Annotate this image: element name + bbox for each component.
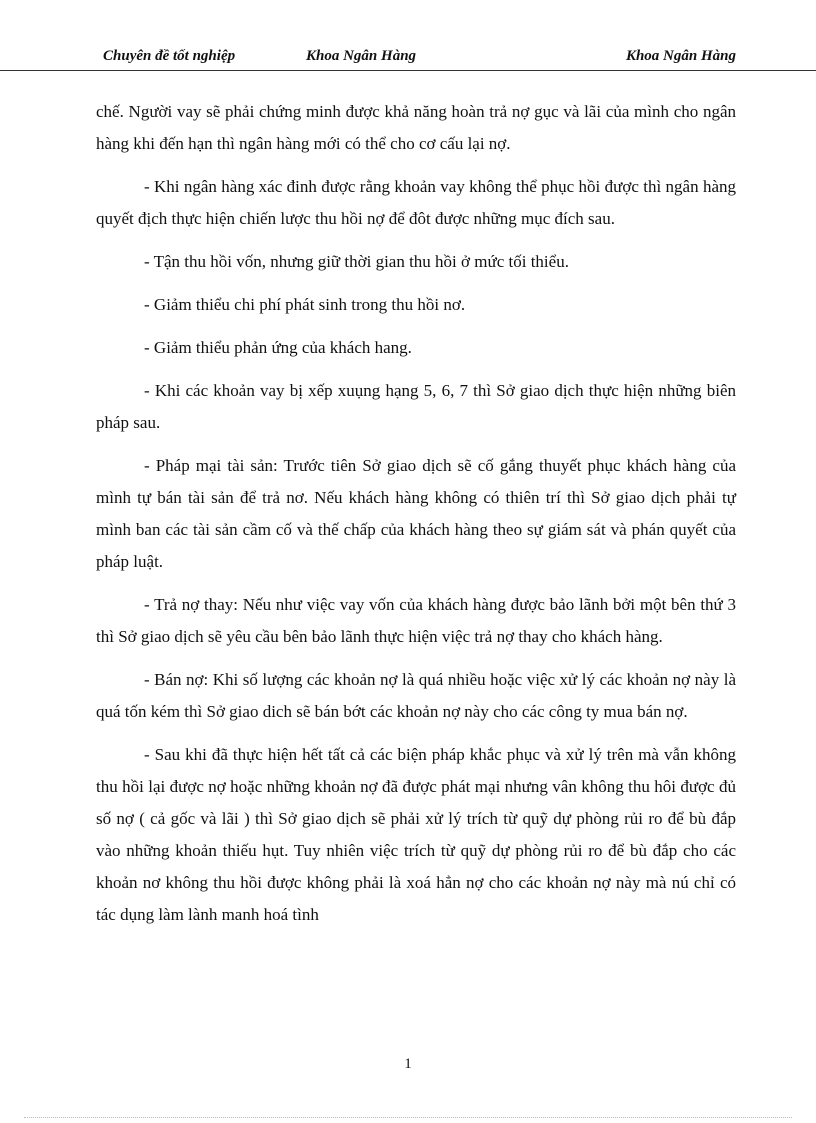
paragraph-continuation: chế. Người vay sẽ phải chứng minh được khả năng hoàn trả nợ gục và lãi của mình cho ngân hàng khi đến hạn thì ngân hàng mới có thể cho cơ cấu lại nợ. bbox=[96, 102, 736, 153]
paragraph-goal-customer-reaction: - Giảm thiểu phản ứng của khách hang. bbox=[144, 338, 412, 357]
paragraph-debt-recovery-strategy: - Khi ngân hàng xác đinh được rằng khoản vay không thể phục hồi được thì ngân hàng quyết địch thực hiện chiến lược thu hồi nợ để đôt được những mục đích sau. bbox=[96, 177, 736, 228]
paragraph-guarantor-repayment: - Trả nợ thay: Nếu như việc vay vốn của khách hàng được bảo lãnh bởi một bên thứ 3 thì Sở giao dịch sẽ yêu cầu bên bảo lãnh thực hiện việc trả nợ thay cho khách hàng. bbox=[96, 595, 736, 646]
page-number: 1 bbox=[404, 1056, 412, 1072]
paragraph-risk-provision: - Sau khi đã thực hiện hết tất cả các biện pháp khắc phục và xử lý trên mà vẫn không thu hồi lại được nợ hoặc những khoản nợ đã được phát mại nhưng vân không thu hôi được đủ số nợ ( cả gốc và lãi ) thì Sở giao dịch sẽ phải xử lý trích từ quỹ dự phòng rủi ro để bù đắp vào những khoản thiếu hụt. Tuy nhiên việc trích từ quỹ dự phòng rủi ro để bù đắp cho các khoản nơ không thu hồi được không phải là xoá hẳn nợ cho các khoản nợ này mà nú chỉ có tác dụng làm lành manh hoá tình bbox=[96, 745, 736, 924]
page-header bbox=[0, 48, 816, 71]
paragraph-goal-capital-recovery: - Tận thu hồi vốn, nhưng giữ thời gian thu hồi ở mức tối thiểu. bbox=[144, 252, 569, 271]
header-faculty-name-right: Khoa Ngân Hàng bbox=[625, 48, 736, 64]
paragraph-asset-liquidation: - Pháp mại tài sản: Trước tiên Sở giao dịch sẽ cố gắng thuyết phục khách hàng của mình tự bán tài sản để trả nơ. Nếu khách hàng không có thiên trí thì Sở giao dịch phải tự mình ban các tài sản cầm cố và thế chấp của khách hàng theo sự giám sát và phán quyết của pháp luật. bbox=[96, 456, 736, 571]
paragraph-debt-sale: - Bán nợ: Khi số lượng các khoản nợ là quá nhiều hoặc việc xử lý các khoản nợ này là quá tốn kém thì Sở giao dich sẽ bán bớt các khoản nợ này cho các công ty mua bán nợ. bbox=[96, 670, 736, 721]
document-body bbox=[96, 96, 736, 942]
paragraph-loan-classification: - Khi các khoản vay bị xếp xuụng hạng 5, 6, 7 thì Sở giao dịch thực hiện những biên pháp sau. bbox=[96, 381, 736, 432]
header-thesis-title: Chuyên đề tốt nghiệp bbox=[103, 48, 236, 64]
paragraph-goal-cost-reduction: - Giảm thiểu chi phí phát sinh trong thu hồi nơ. bbox=[144, 295, 466, 314]
page-bottom-divider bbox=[24, 1117, 792, 1118]
header-faculty-name: Khoa Ngân Hàng bbox=[306, 48, 417, 64]
